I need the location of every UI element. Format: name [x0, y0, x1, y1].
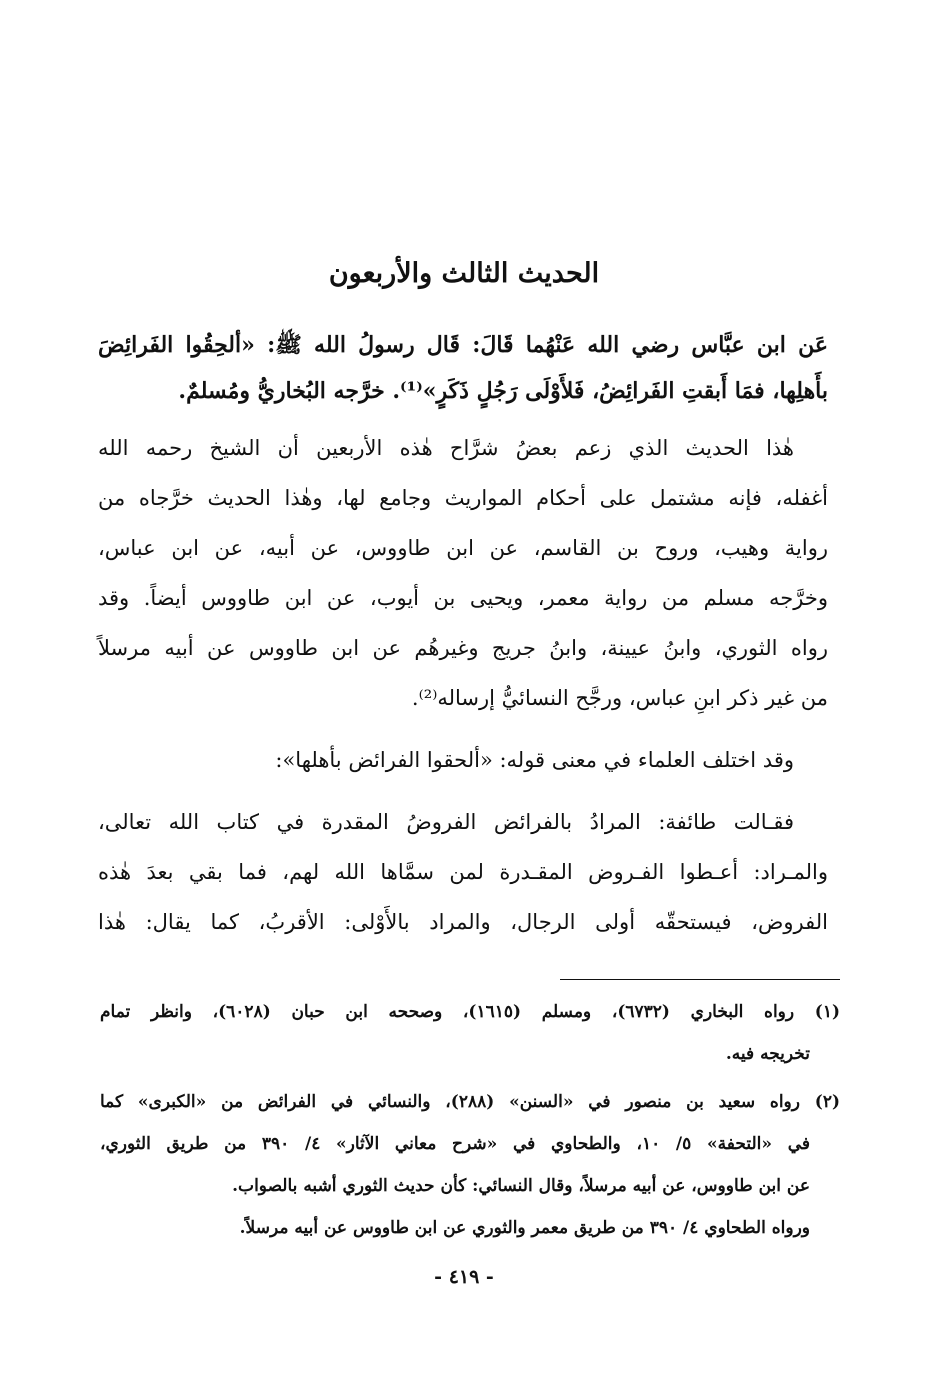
page-number: - ٤١٩ -: [434, 1266, 494, 1288]
footnote-line: (١) رواه البخاري (٦٧٣٢)، ومسلم (١٦١٥)، وصححه ابن حبان (٦٠٢٨)، وانظر تمام: [100, 1002, 841, 1022]
paragraph-line: وخرَّجه مسلم من رواية معمر، ويحيى بن أيوب، عن ابن طاووس أيضاً. وقد: [98, 586, 828, 610]
paragraph-line: فقـالت طائفة: المرادُ بالفرائض الفروضُ المقدرة في كتاب الله تعالى،: [98, 810, 794, 834]
footnote-line: تخريجه فيه.: [725, 1044, 810, 1064]
paragraph-line: أغفله، فإنه مشتمل على أحكام المواريث وجامع لها، وهٰذا الحديث خرَّجاه من: [98, 486, 828, 510]
hadith-line: بأَهلِها، فمَا أَبقتِ الفَرائِضُ، فَلأَوْلَى رَجُلٍ ذَكَرٍ»⁽¹⁾. خرَّجه البُخاريُّ ومُسلمٌ.: [178, 378, 828, 404]
paragraph-line: رواية وهيب، وروح بن القاسم، عن ابن طاووس، عن أبيه، عن ابن عباس،: [98, 536, 828, 560]
hadith-line: عَن ابن عبَّاس رضي الله عَنْهُما قَالَ: قَال رسولُ الله ﷺ: «ألحِقُوا الفَرائِضَ: [98, 332, 828, 358]
paragraph-line: رواه الثوري، وابنُ عيينة، وابنُ جريج وغيرهُم عن ابن طاووس عن أبيه مرسلاً: [98, 636, 828, 660]
chapter-title: الحديث الثالث والأربعون: [328, 258, 600, 289]
footnote-line: (٢) رواه سعيد بن منصور في «السنن» (٢٨٨)، والنسائي في الفرائض من «الكبرى» كما: [100, 1092, 840, 1112]
paragraph-line: الفروض، فيستحقّه أولى الرجال، والمراد بالأَوْلى: الأقربُ، كما يقال: هٰذا: [98, 910, 828, 934]
paragraph-line: وقد اختلف العلماء في معنى قوله: «ألحقوا الفرائض بأهلها»:: [275, 748, 794, 772]
footnote-divider: [560, 979, 840, 980]
paragraph-line: من غير ذكر ابنِ عباس، ورجَّح النسائيُّ إرساله⁽²⁾.: [411, 686, 828, 710]
paragraph-line: والمـراد: أعـطوا الفـروض المقـدرة لمن سمَّاها الله لهم، فما بقي بعدَ هٰذه: [98, 860, 828, 884]
hadith-text: [98, 322, 828, 414]
footnote-line: عن ابن طاووس، عن أبيه مرسلاً، وقال النسائي: كأن حديث الثوري أشبه بالصواب.: [232, 1176, 810, 1196]
paragraph-line: هٰذا الحديث الذي زعم بعضُ شرَّاح هٰذه الأربعين أن الشيخ رحمه الله: [98, 436, 794, 460]
footnote-line: ورواه الطحاوي ٤/ ٣٩٠ من طريق معمر والثوري عن ابن طاووس عن أبيه مرسلاً.: [239, 1218, 810, 1238]
footnote-line: في «التحفة» ٥/ ١٠، والطحاوي في «شرح معاني الآثار» ٤/ ٣٩٠ من طريق الثوري،: [100, 1134, 810, 1154]
